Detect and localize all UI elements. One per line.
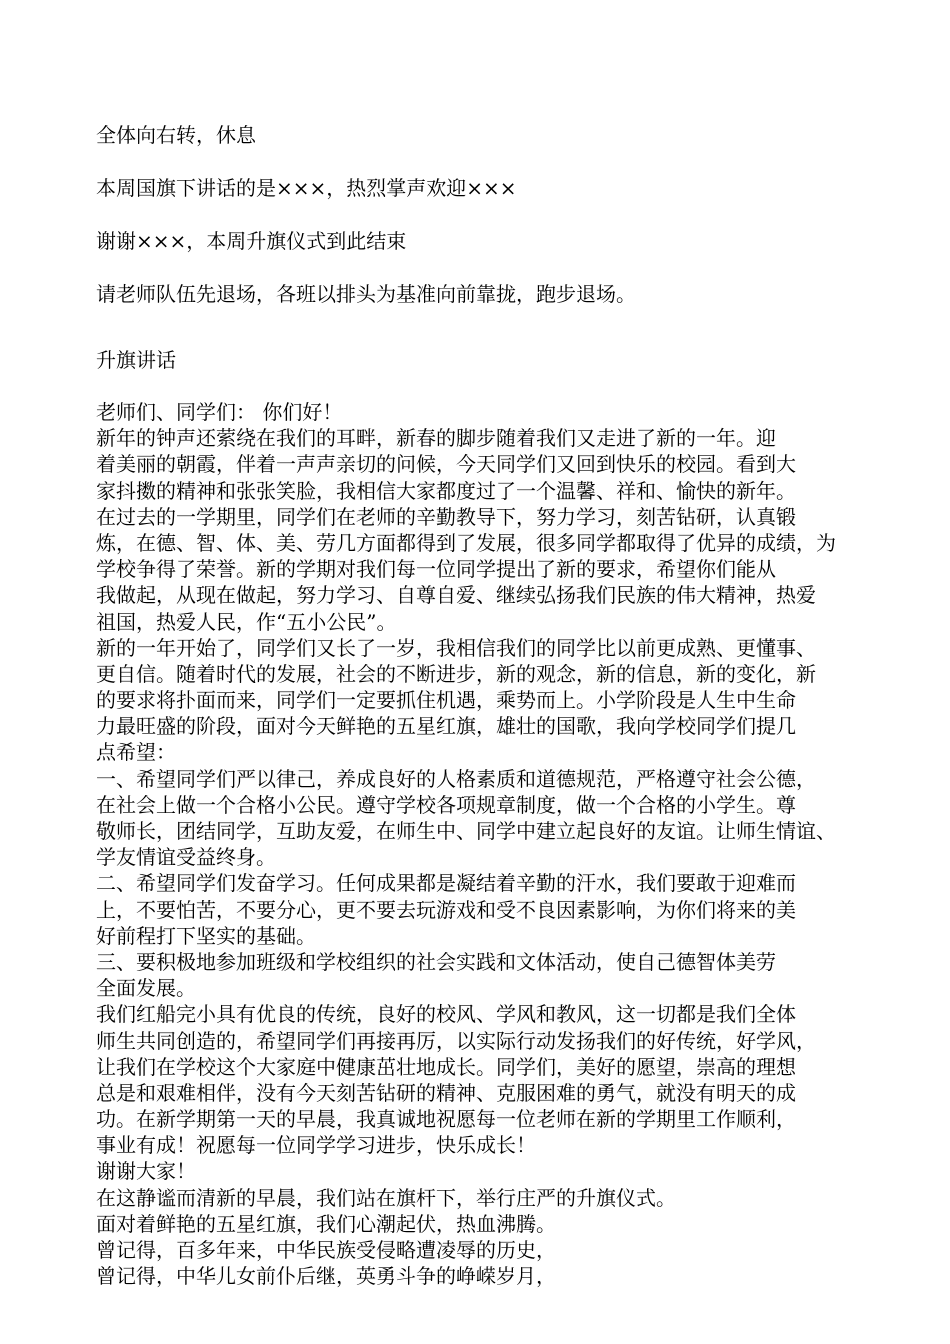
speech-line: 面对着鲜艳的五星红旗，我们心潮起伏，热血沸腾。	[96, 1211, 556, 1236]
speech-line: 点希望：	[96, 740, 176, 765]
announcement-line: 本周国旗下讲话的是×××，热烈掌声欢迎×××	[96, 176, 517, 200]
announcement-lines	[96, 121, 896, 333]
speech-line: 三、要积极地参加班级和学校组织的社会实践和文体活动，使自己德智体美劳	[96, 949, 776, 974]
speech-line: 曾记得，中华儿女前仆后继，英勇斗争的峥嵘岁月，	[96, 1264, 556, 1289]
speech-line: 让我们在学校这个大家庭中健康茁壮地成长。同学们，美好的愿望，崇高的理想	[96, 1054, 796, 1079]
speech-line: 学校争得了荣誉。新的学期对我们每一位同学提出了新的要求，希望你们能从	[96, 557, 776, 582]
speech-line: 事业有成！祝愿每一位同学学习进步，快乐成长！	[96, 1133, 536, 1158]
speech-line: 上，不要怕苦，不要分心，更不要去玩游戏和受不良因素影响，为你们将来的美	[96, 897, 796, 922]
speech-line: 总是和艰难相伴，没有今天刻苦钻研的精神、克服困难的勇气，就没有明天的成	[96, 1080, 796, 1105]
speech-line: 全面发展。	[96, 976, 196, 1001]
speech-line: 谢谢大家！	[96, 1159, 196, 1184]
speech-line: 功。在新学期第一天的早晨，我真诚地祝愿每一位老师在新的学期里工作顺利，	[96, 1107, 796, 1132]
announcement-line: 全体向右转，休息	[96, 123, 256, 147]
speech-line: 老师们、同学们： 你们好！	[96, 400, 343, 424]
speech-line: 曾记得，百多年来，中华民族受侵略遭凌辱的历史，	[96, 1238, 556, 1262]
speech-line: 家抖擞的精神和张张笑脸，我相信大家都度过了一个温馨、祥和、愉快的新年。	[96, 478, 796, 503]
speech-line: 师生共同创造的，希望同学们再接再厉，以实际行动发扬我们的好传统，好学风，	[96, 1028, 816, 1053]
announcement-line: 请老师队伍先退场，各班以排头为基准向前靠拢，跑步退场。	[96, 282, 636, 306]
speech-line: 祖国，热爱人民，作“五小公民”。	[96, 609, 397, 634]
announcement-line: 谢谢×××，本周升旗仪式到此结束	[96, 229, 407, 253]
speech-line: 炼，在德、智、体、美、劳几方面都得到了发展，很多同学都取得了优异的成绩，为	[96, 530, 836, 555]
speech-line: 新的一年开始了，同学们又长了一岁，我相信我们的同学比以前更成熟、更懂事、	[96, 635, 816, 660]
speech-line: 敬师长，团结同学，互助友爱，在师生中、同学中建立起良好的友谊。让师生情谊、	[96, 819, 836, 843]
speech-body	[96, 399, 866, 1289]
speech-line: 的要求将扑面而来，同学们一定要抓住机遇，乘势而上。小学阶段是人生中生命	[96, 688, 796, 713]
section-heading: 升旗讲话	[96, 348, 176, 372]
speech-line: 好前程打下坚实的基础。	[96, 923, 316, 948]
speech-line: 着美丽的朝霞，伴着一声声亲切的问候，今天同学们又回到快乐的校园。看到大	[96, 452, 796, 477]
speech-line: 学友情谊受益终身。	[96, 845, 276, 870]
speech-line: 在社会上做一个合格小公民。遵守学校各项规章制度，做一个合格的小学生。尊	[96, 792, 796, 817]
speech-line: 二、希望同学们发奋学习。任何成果都是凝结着辛勤的汗水，我们要敢于迎难而	[96, 871, 796, 896]
speech-line: 新年的钟声还萦绕在我们的耳畔，新春的脚步随着我们又走进了新的一年。迎	[96, 426, 776, 451]
speech-line: 我做起，从现在做起，努力学习、自尊自爱、继续弘扬我们民族的伟大精神，热爱	[96, 583, 816, 608]
speech-line: 在过去的一学期里，同学们在老师的辛勤教导下，努力学习，刻苦钻研，认真锻	[96, 504, 796, 529]
speech-line: 一、希望同学们严以律己，养成良好的人格素质和道德规范，严格遵守社会公德，	[96, 766, 816, 791]
speech-line: 力最旺盛的阶段，面对今天鲜艳的五星红旗，雄壮的国歌，我向学校同学们提几	[96, 714, 796, 739]
speech-line: 在这静谧而清新的早晨，我们站在旗杆下，举行庄严的升旗仪式。	[96, 1185, 676, 1210]
speech-line: 我们红船完小具有优良的传统，良好的校风、学风和教风，这一切都是我们全体	[96, 1002, 796, 1027]
speech-line: 更自信。随着时代的发展，社会的不断进步，新的观念，新的信息，新的变化，新	[96, 661, 816, 686]
